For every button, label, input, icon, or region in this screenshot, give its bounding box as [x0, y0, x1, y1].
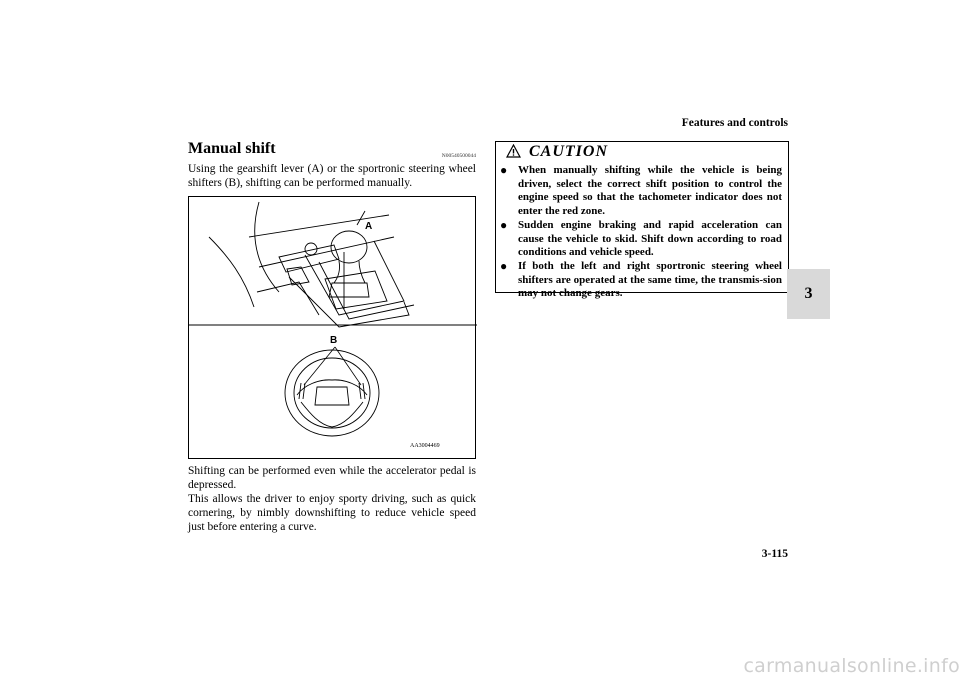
body-paragraph-1: Shifting can be performed even while the accelerator pedal is depressed. — [188, 465, 476, 491]
caution-item: ● When manually shifting while the vehicle is being driven, select the correct shift position to control the engine speed so that the tachometer indicator does not enter the red zone. — [500, 163, 782, 218]
label-b-leaders — [304, 347, 361, 385]
chapter-tab: 3 — [787, 269, 830, 319]
body-text — [188, 464, 476, 534]
label-b: B — [330, 335, 338, 346]
watermark: carmanualsonline.info — [743, 655, 960, 677]
bullet-icon: ● — [500, 163, 508, 177]
section-code: N00540500044 — [441, 153, 476, 159]
running-header: Features and controls — [681, 117, 788, 129]
figure-code: AA3004469 — [410, 443, 440, 449]
bullet-icon: ● — [500, 258, 508, 273]
caution-list — [500, 164, 782, 301]
section-title: Manual shift — [188, 140, 276, 157]
caution-title: CAUTION — [529, 143, 609, 160]
bullet-icon: ● — [500, 217, 508, 232]
caution-box — [495, 141, 789, 300]
caution-item: ● If both the left and right sportronic steering wheel shifters are operated at the same time, the transmis-sion may not change gears. — [500, 258, 782, 300]
label-a: A — [365, 221, 373, 232]
gearshift-illustration — [189, 197, 477, 460]
caution-item: ● Sudden engine braking and rapid acceleration can cause the vehicle to skid. Shift down according to road conditions and vehicle speed. — [500, 217, 782, 259]
steering-wheel-drawing — [285, 350, 379, 436]
page-number: 3-115 — [761, 548, 788, 560]
warning-triangle-icon — [506, 144, 521, 163]
gearshift-lever-drawing — [209, 202, 414, 327]
illustration-figure — [188, 196, 476, 459]
caution-heading — [506, 143, 608, 163]
body-paragraph-2: This allows the driver to enjoy sporty driving, such as quick cornering, by nimbly downshifting to reduce vehicle speed just before entering a curve. — [188, 493, 476, 533]
intro-paragraph: Using the gearshift lever (A) or the sportronic steering wheel shifters (B), shifting can be performed manually. — [188, 163, 476, 189]
